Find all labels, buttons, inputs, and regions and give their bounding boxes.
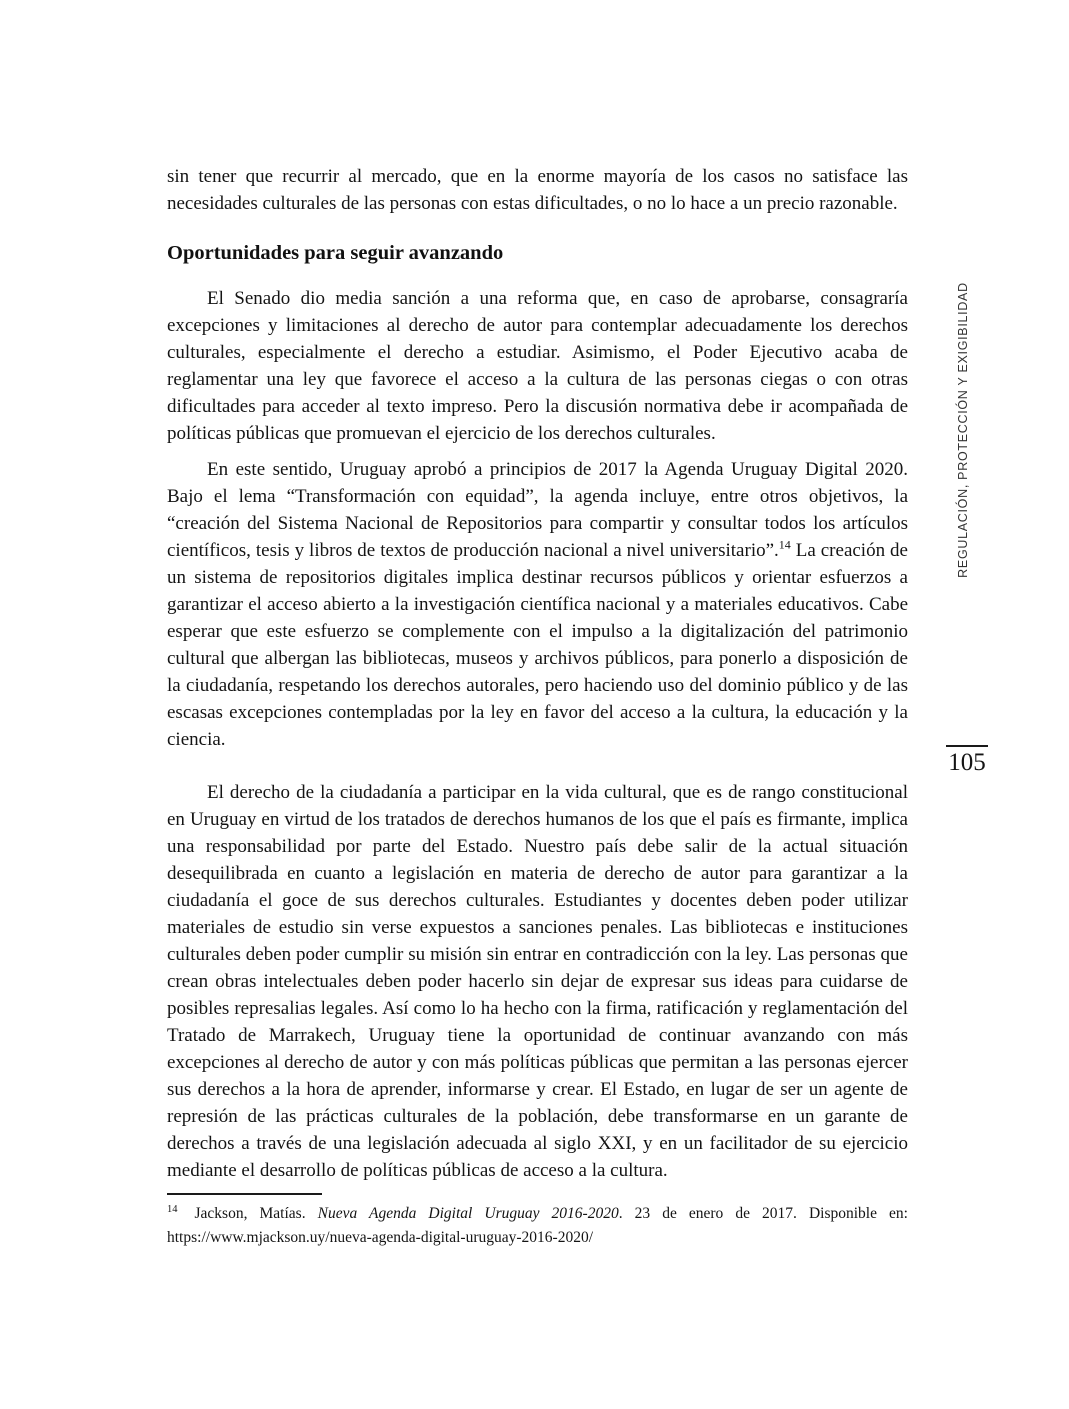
footnote-marker: 14 [167,1203,178,1215]
page-number: 105 [948,749,986,776]
footnote [167,1202,908,1250]
paragraph-agenda-part2: La creación de un sistema de repositorios digitales implica destinar recursos públicos y orientar esfuerzos a garantizar el acceso abierto a la investigación científica nacional y a materiales educativos. Cabe esperar que este esfuerzo se complemente con el impulso a la digitalización del patrimonio cultural que albergan las bibliotecas, museos y archivos públicos, para ponerlo a disposición de la ciudadanía, respetando los derechos autorales, pero haciendo uso del dominio público y de las escasas excepciones contempladas por la ley en favor del acceso a la cultura, la educación y la ciencia. [167,540,908,750]
margin-section-label-text: REGULACIÓN, PROTECCIÓN Y EXIGIBILIDAD [956,282,971,578]
text-column [167,163,908,1250]
footnote-author: Jackson, Matías. [194,1205,318,1222]
paragraph-agenda [167,456,908,753]
paragraph-continuation: sin tener que recurrir al mercado, que en la enorme mayoría de los casos no satisface las necesidades culturales de las personas con estas dificultades, o no lo hace a un precio razonable. [167,166,908,214]
paragraph-derecho: El derecho de la ciudadanía a participar en la vida cultural, que es de rango constitucional en Uruguay en virtud de los tratados de derechos humanos de los que el país es firmante, implica una responsabilidad por parte del Estado. Nuestro país debe salir de la actual situación desequilibrada en cuanto a legislación en materia de derecho de autor para garantizar a la ciudadanía el goce de sus derechos culturales. Estudiantes y docentes deben poder utilizar materiales de estudio sin verse expuestos a sanciones penales. Las bibliotecas e instituciones culturales deben poder cumplir su misión sin entrar en contradicción con la ley. Las personas que crean obras intelectuales deben poder hacerlo sin dejar de expresar sus ideas para cuidarse de posibles represalias legales. Así como lo ha hecho con la firma, ratificación y reglamentación del Tratado de Marrakech, Uruguay tiene la oportunidad de continuar avanzando con más excepciones al derecho de autor y con más políticas públicas que permitan a las personas ejercer sus derechos a la hora de aprender, informarse y crear. El Estado, en lugar de ser un agente de represión de las prácticas culturales de la población, debe transformarse en un garante de derechos a través de una legislación adecuada al siglo XXI, y en un facilitador de su ejercicio mediante el desarrollo de políticas públicas de acceso a la cultura. [167,782,908,1181]
footnote-reference: 14 [778,537,791,552]
footnote-rest: . 23 de enero de 2017. Disponible en: https://www.mjackson.uy/nueva-agenda-digital-uruguay-2016-2020/ [167,1205,908,1246]
footnote-divider [167,1193,322,1195]
margin-section-label [948,282,978,578]
footnote-title: Nueva Agenda Digital Uruguay 2016-2020 [317,1205,619,1222]
section-heading: Oportunidades para seguir avanzando [167,242,504,264]
paragraph-senado: El Senado dio media sanción a una reforma que, en caso de aprobarse, consagraría excepciones y limitaciones al derecho de autor para contemplar adecuadamente los derechos culturales, especialmente el derecho a estudiar. Asimismo, el Poder Ejecutivo acaba de reglamentar una ley que favorece el acceso a la cultura de las personas ciegas o con otras dificultades para acceder al texto impreso. Pero la discusión normativa debe ir acompañada de políticas públicas que promuevan el ejercicio de los derechos culturales. [167,288,908,444]
paragraph-agenda-part1: En este sentido, Uruguay aprobó a principios de 2017 la Agenda Uruguay Digital 2020. Bajo el lema “Transformación con equidad”, la agenda incluye, entre otros objetivos, la “creación del Sistema Nacional de Repositorios para compartir y consultar todos los artículos científicos, tesis y libros de textos de producción nacional a nivel universitario”. [167,459,908,561]
page-number-block [946,745,988,776]
